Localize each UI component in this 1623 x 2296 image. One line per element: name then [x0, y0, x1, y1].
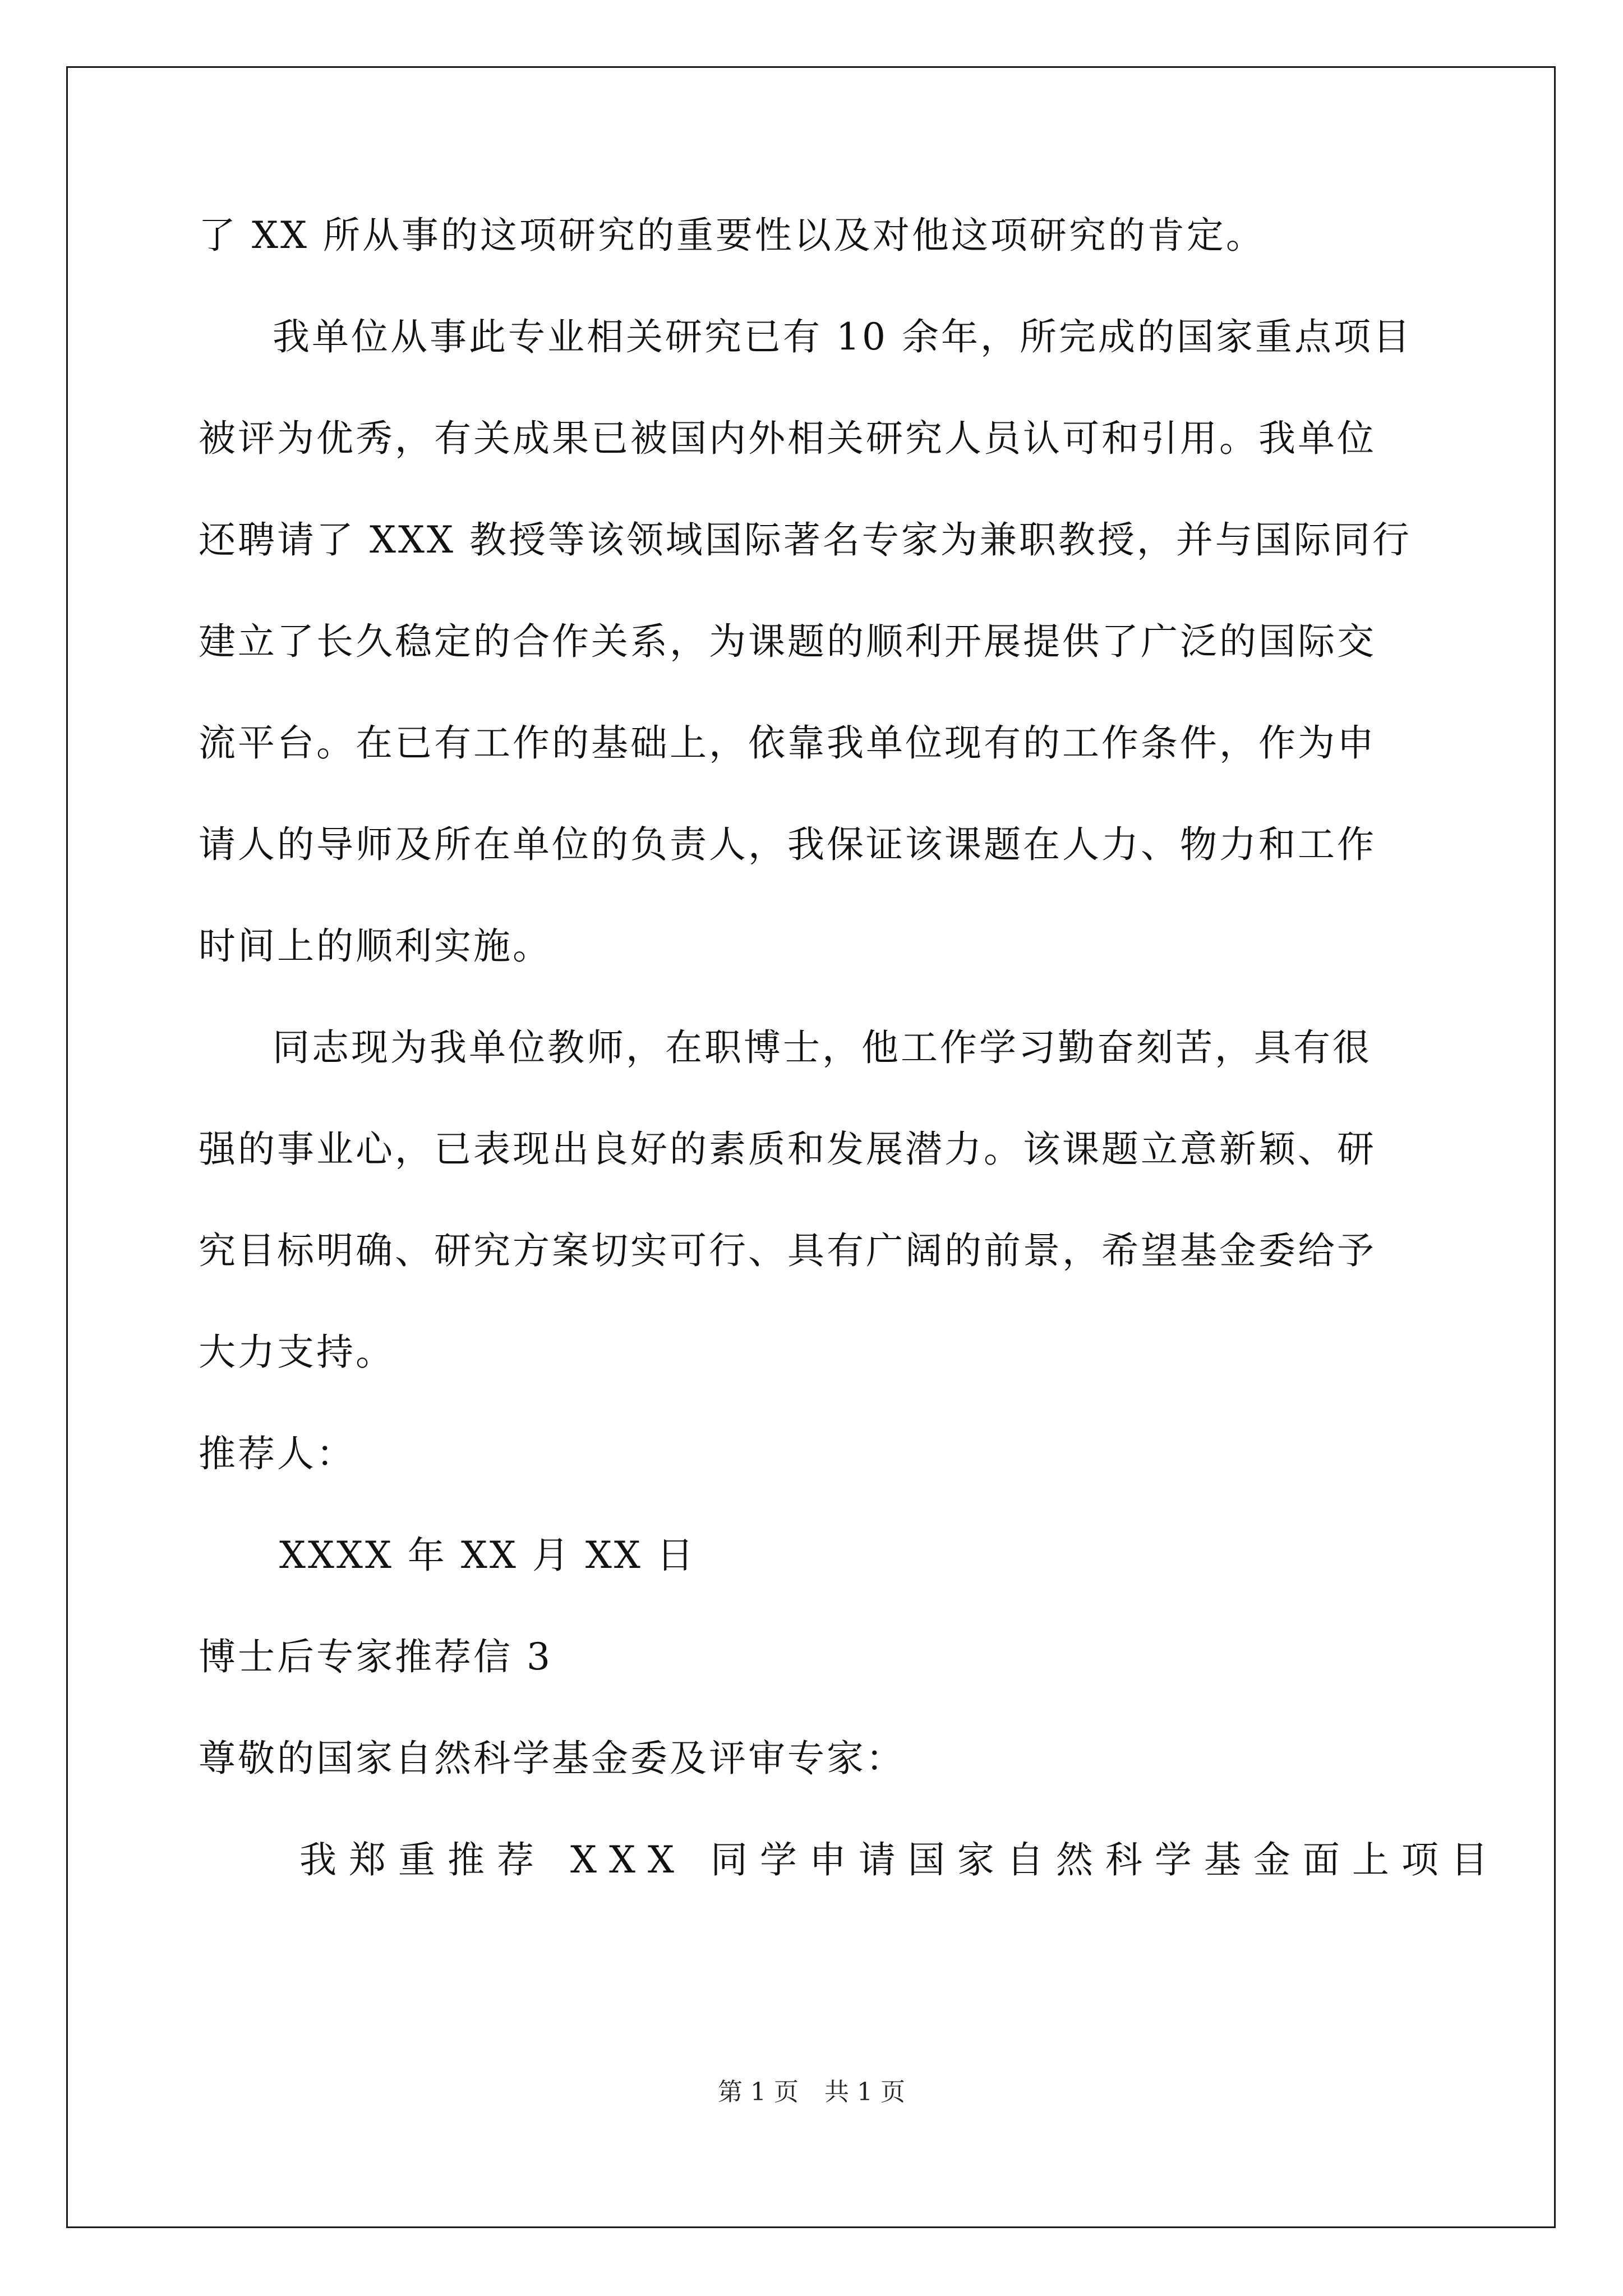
text-line: 建立了长久稳定的合作关系，为课题的顺利开展提供了广泛的国际交: [199, 620, 1376, 663]
recommender-label-block: [199, 1426, 1430, 1482]
text-line: 请人的导师及所在单位的负责人，我保证该课题在人力、物力和工作: [199, 823, 1376, 866]
paragraph-unit-capability: [199, 309, 1430, 974]
recommender-label: 推荐人：: [199, 1432, 356, 1475]
heading-block: [199, 1629, 1430, 1685]
text-line: 究目标明确、研究方案切实可行、具有广阔的前景，希望基金委给予: [199, 1229, 1376, 1272]
text-line: 大力支持。: [199, 1331, 395, 1374]
page-number: 第 1 页: [718, 2078, 799, 2106]
text-line: 流平台。在已有工作的基础上，依靠我单位现有的工作条件，作为申: [199, 721, 1376, 765]
page-total: 共 1 页: [824, 2078, 905, 2106]
text-line: 强的事业心，已表现出良好的素质和发展潜力。该课题立意新颖、研: [199, 1128, 1376, 1171]
text-line: 同志现为我单位教师，在职博士，他工作学习勤奋刻苦，具有很: [273, 1026, 1372, 1069]
opening-block: [199, 1832, 1500, 1888]
salutation-block: [199, 1731, 1430, 1787]
page-footer: [0, 2076, 1623, 2109]
text-line: 我单位从事此专业相关研究已有 10 余年，所完成的国家重点项目: [273, 315, 1412, 358]
text-line: 还聘请了 XXX 教授等该领域国际著名专家为兼职教授，并与国际同行: [199, 518, 1412, 562]
date-block: [199, 1527, 1430, 1584]
date-line: XXXX 年 XX 月 XX 日: [279, 1534, 696, 1577]
salutation: 尊敬的国家自然科学基金委及评审专家：: [199, 1737, 905, 1780]
text-line: 时间上的顺利实施。: [199, 924, 552, 968]
letter-heading: 博士后专家推荐信 3: [199, 1635, 552, 1678]
opening-line: 我郑重推荐 XXX 同学申请国家自然科学基金面上项目: [299, 1838, 1500, 1881]
text-line: 了 XX 所从事的这项研究的重要性以及对他这项研究的肯定。: [199, 214, 1265, 257]
paragraph-continuation: [199, 208, 1430, 264]
document-body: [199, 208, 1500, 1934]
paragraph-applicant-evaluation: [199, 1020, 1430, 1381]
text-line: 被评为优秀，有关成果已被国内外相关研究人员认可和引用。我单位: [199, 417, 1376, 460]
